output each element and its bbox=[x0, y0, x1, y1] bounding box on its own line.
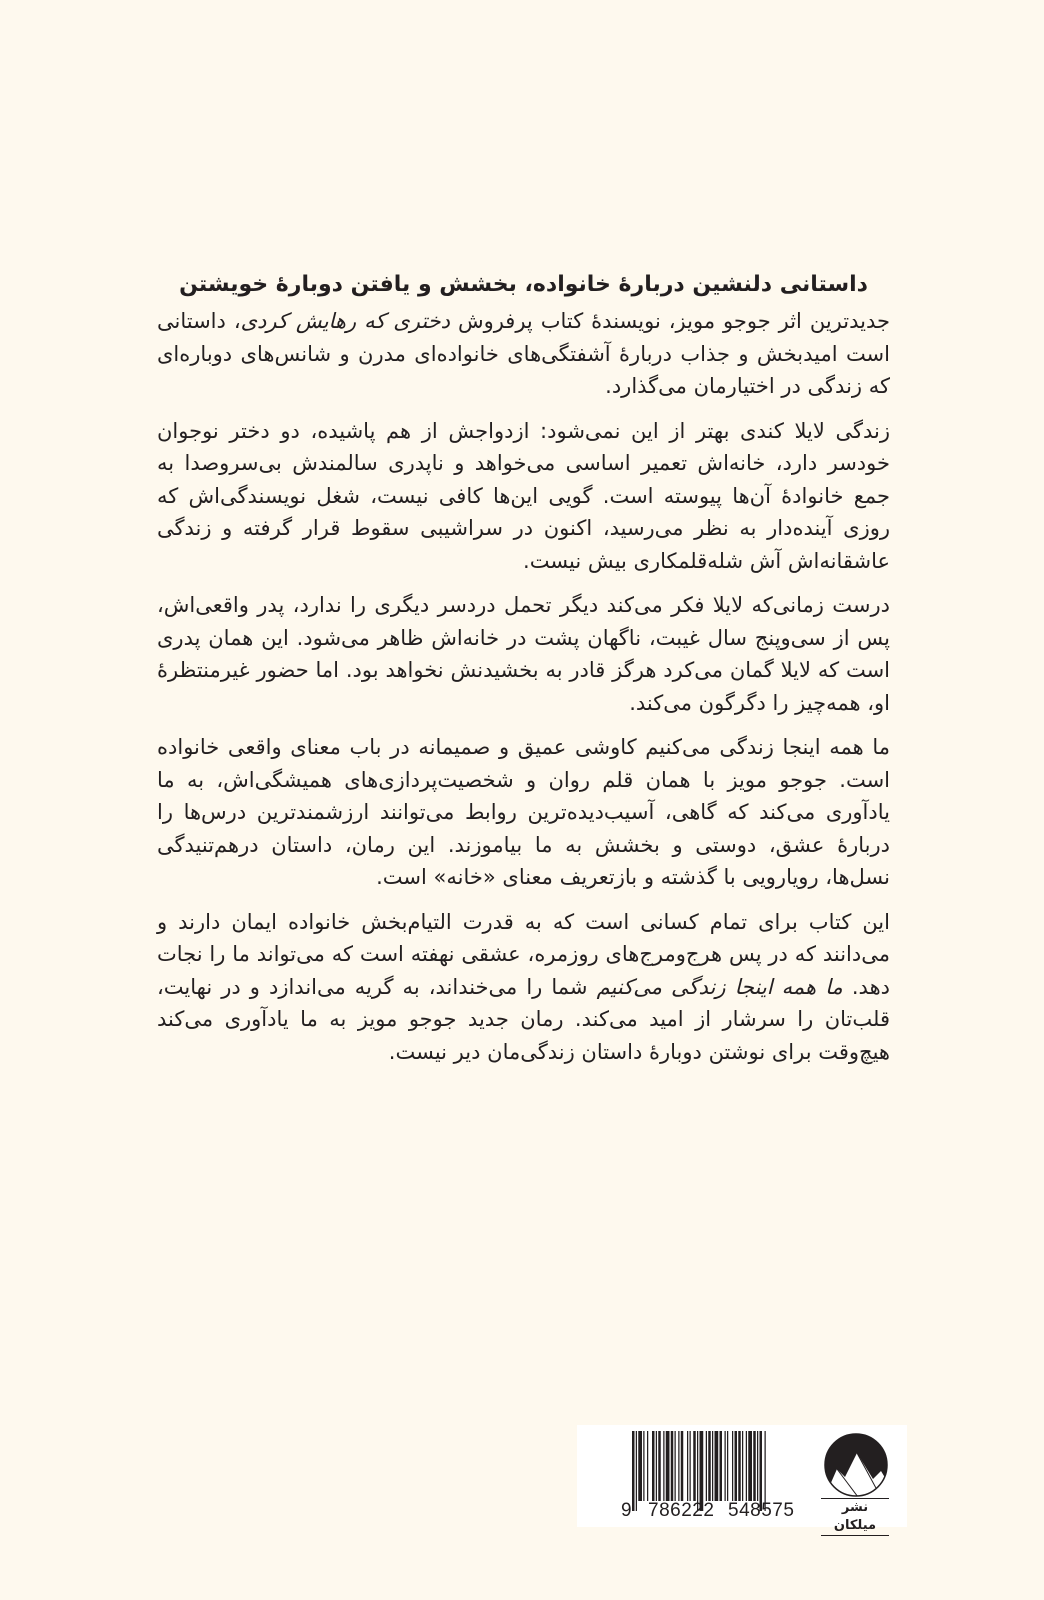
paragraph-plot bbox=[157, 415, 890, 578]
book-title-inline: ما همه اینجا زندگی می‌کنیم bbox=[645, 735, 890, 759]
paragraph-father bbox=[157, 589, 890, 719]
barcode-bar bbox=[742, 1431, 743, 1501]
barcode-bar bbox=[647, 1431, 648, 1501]
barcode-bar bbox=[727, 1431, 728, 1501]
barcode-bar bbox=[636, 1431, 637, 1511]
barcode-bar bbox=[658, 1431, 661, 1501]
barcode-bar bbox=[748, 1431, 752, 1501]
barcode-bar bbox=[738, 1431, 741, 1501]
paragraph-intro bbox=[157, 305, 890, 403]
paragraph-text: شما را می‌خنداند، به گریه می‌اندازد و در نهایت، قلب‌تان را سرشار از امید می‌کند. رمان جدید جوجو مویز به ما یادآوری می‌کند هیچ‌وقت برای نوشتن دوبارهٔ داستان زندگی‌مان دیر نیست. bbox=[157, 974, 890, 1064]
barcode-bar bbox=[675, 1431, 676, 1501]
barcode-bar bbox=[708, 1431, 711, 1501]
barcode-bar bbox=[757, 1431, 758, 1501]
barcode-bar bbox=[666, 1431, 670, 1501]
barcode-bar bbox=[712, 1431, 713, 1501]
isbn-digit-group-left: 786222 bbox=[648, 1500, 715, 1521]
back-cover-text bbox=[157, 265, 890, 1080]
barcode-bar bbox=[643, 1431, 644, 1501]
barcode-bar bbox=[732, 1431, 733, 1501]
paragraph-closing bbox=[157, 906, 890, 1069]
barcode-bar bbox=[678, 1431, 679, 1501]
barcode-bar bbox=[681, 1431, 684, 1501]
barcode-bar bbox=[746, 1431, 747, 1501]
book-title-italic: ما همه اینجا زندگی می‌کنیم bbox=[596, 974, 843, 999]
barcode-bar bbox=[765, 1431, 766, 1511]
paragraph-text: جدیدترین اثر جوجو مویز، نویسندهٔ کتاب پرفروش bbox=[450, 309, 890, 333]
paragraph-text: این کتاب برای تمام کسانی است که به قدرت التیام‌بخش خانواده ایمان دارند و می‌دانند که در پس هرج‌ومرج‌های روزمره، عشقی نهفته است که می‌تواند ما را نجات دهد. bbox=[157, 909, 890, 999]
barcode-bar bbox=[715, 1431, 719, 1501]
paragraph-themes bbox=[157, 731, 890, 894]
barcode-bar bbox=[720, 1431, 723, 1501]
barcode-bar bbox=[690, 1431, 691, 1501]
publisher-name: نشر میلکان bbox=[821, 1498, 889, 1536]
barcode-bar bbox=[753, 1431, 756, 1501]
barcode-bar bbox=[735, 1431, 738, 1501]
barcode-bar bbox=[760, 1431, 763, 1511]
barcode-bar bbox=[656, 1431, 657, 1501]
headline: داستانی دلنشین دربارهٔ خانواده، بخشش و یافتن دوبارهٔ خویشتن bbox=[179, 272, 868, 297]
barcode-bar bbox=[706, 1431, 707, 1501]
isbn-digit-prefix: 9 bbox=[621, 1500, 633, 1521]
barcode-bar bbox=[725, 1431, 726, 1501]
barcode-bar bbox=[663, 1431, 664, 1501]
barcode-bar bbox=[693, 1431, 696, 1501]
book-title-italic: دختری که رهایش کردی bbox=[240, 309, 450, 333]
paragraph-text: زندگی لایلا کندی بهتر از این نمی‌شود: ازدواجش از هم پاشیده، دو دختر نوجوان خودسر دارد، خانه‌اش تعمیر اساسی می‌خواهد و ناپدری سالمندش بی‌سروصدا به جمع خانوادهٔ آن‌ها پیوسته است. گویی این‌ها کافی نیست، شغل نویسندگی‌اش که روزی آینده‌دار به نظر می‌رسید، اکنون در سراشیبی سقوط قرار گرفته و زندگی عاشقانه‌اش آش شله‌قلمکاری بیش نیست. bbox=[157, 418, 890, 573]
barcode-bar bbox=[632, 1431, 635, 1511]
barcode-bar bbox=[638, 1431, 642, 1501]
barcode-bar bbox=[700, 1431, 704, 1511]
barcode-bar bbox=[687, 1431, 688, 1501]
barcode-panel bbox=[577, 1425, 907, 1533]
barcode-bar bbox=[671, 1431, 674, 1501]
paragraph-text: ، داستانی است امیدبخش و جذاب دربارهٔ آشفتگی‌های خانواده‌ای مدرن و شانس‌های دوباره‌ای که زندگی در اختیارمان می‌گذارد. bbox=[157, 309, 890, 398]
paragraph-text: درست زمانی‌که لایلا فکر می‌کند دیگر تحمل دردسر دیگری را ندارد، پدر واقعی‌اش، پس از سی‌وپنج سال غیبت، ناگهان پشت در خانه‌اش ظاهر می‌شود. این همان پدری است که لایلا گمان می‌کرد هرگز قادر به بخشیدنش نخواهد بود. اما حضور غیرمنتظرهٔ او، همه‌چیز را دگرگون می‌کند. bbox=[157, 593, 890, 715]
paragraph-text: کاوشی عمیق و صمیمانه در باب معنای واقعی خانواده است. جوجو مویز با همان قلم روان و شخصیت‌پردازی‌های همیشگی‌اش، به ما یادآوری می‌کند که گاهی، آسیب‌دیده‌ترین روابط می‌توانند ارزشمندترین درس‌ها را دربارهٔ عشق، دوستی و بخشش به ما بیاموزند. این رمان، داستان درهم‌تنیدگی نسل‌ها، رویارویی با گذشته و بازتعریف معنای «خانه» است. bbox=[157, 735, 890, 889]
barcode-bar bbox=[697, 1431, 698, 1511]
barcode-bar bbox=[652, 1431, 655, 1501]
isbn-digit-group-right: 548575 bbox=[728, 1500, 795, 1521]
